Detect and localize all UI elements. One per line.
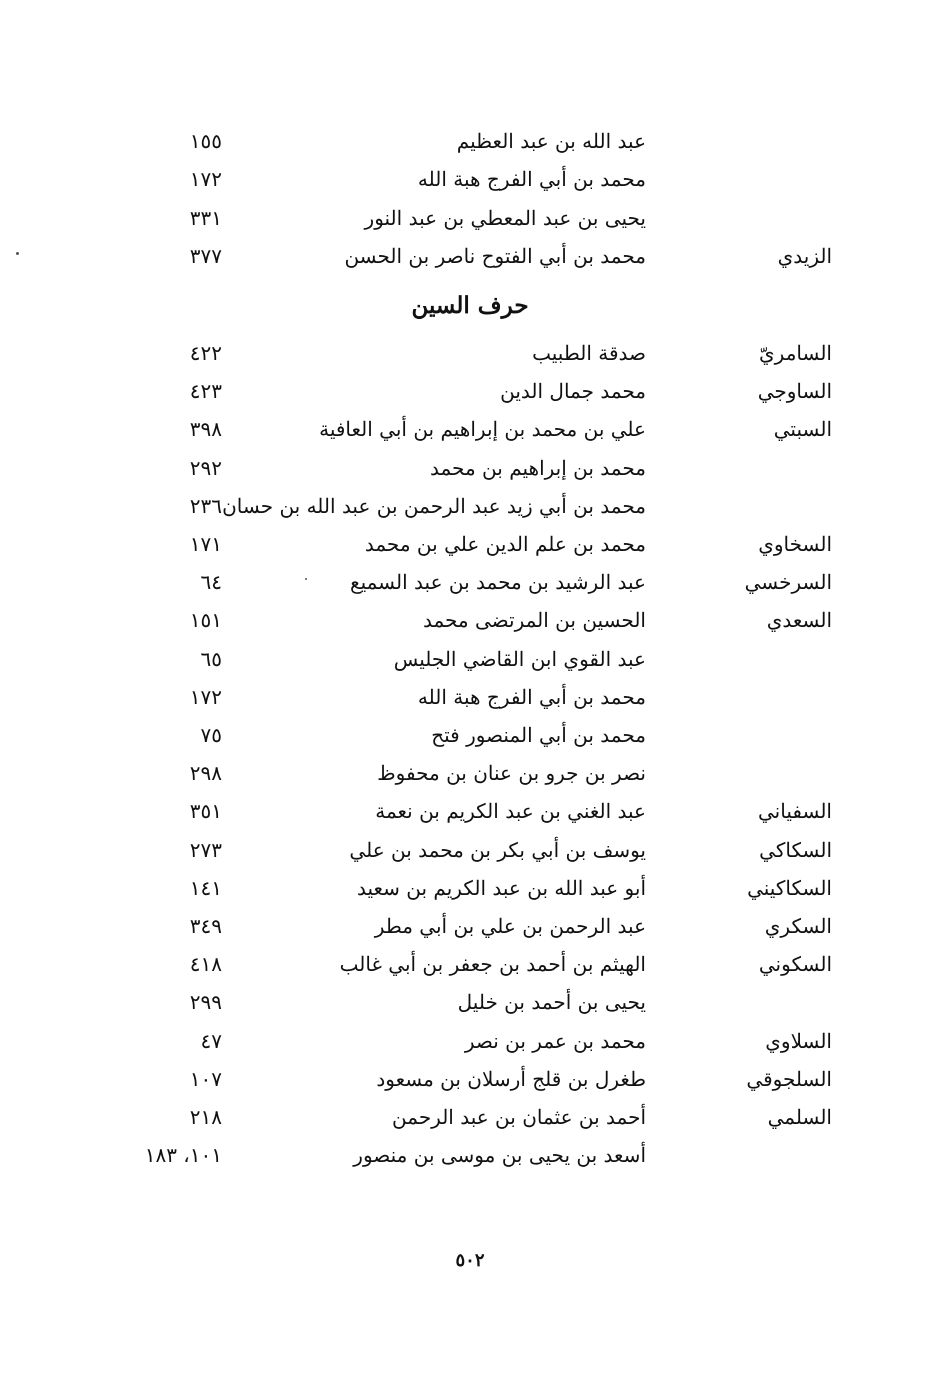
index-entry	[0, 985, 940, 1019]
entry-pages: ٣٧٧	[189, 243, 222, 268]
entry-name: محمد بن عمر بن نصر	[464, 1028, 646, 1053]
entry-pages: ٣٤٩	[189, 914, 222, 938]
index-entry	[0, 756, 940, 790]
scan-speck	[305, 578, 307, 580]
index-entry	[0, 489, 940, 523]
entry-surname: الزيدي	[777, 243, 832, 268]
entry-name: محمد بن أبي الفرج هبة الله	[417, 167, 646, 192]
entry-pages: ٤٢٣	[189, 379, 222, 404]
index-entry	[0, 642, 940, 676]
entry-name: محمد بن علم الدين علي بن محمد	[364, 532, 646, 556]
index-entry	[0, 680, 940, 714]
page-number: ٥٠٢	[455, 1250, 485, 1271]
index-entry	[0, 412, 940, 446]
index-entry	[0, 162, 940, 196]
index-entry	[0, 833, 940, 867]
index-entry	[0, 1062, 940, 1096]
index-entry	[0, 374, 940, 408]
entry-pages: ٤٧	[200, 1028, 222, 1053]
index-entry	[0, 124, 940, 158]
index-entry	[0, 451, 940, 485]
entry-name: أسعد بن يحيى بن موسى بن منصور	[353, 1143, 646, 1168]
entry-name: محمد بن أبي زيد عبد الرحمن بن عبد الله بن حسان	[222, 493, 646, 518]
entry-pages: ١٠١، ١٨٣	[144, 1143, 222, 1168]
index-entry	[0, 871, 940, 905]
entry-pages: ٢٩٩	[189, 990, 222, 1015]
entry-surname: الساوجي	[757, 379, 832, 404]
entry-pages: ١٧١	[189, 532, 222, 556]
section-heading: حرف السين	[411, 292, 529, 319]
entry-name: أحمد بن عثمان بن عبد الرحمن	[392, 1105, 646, 1129]
entry-name: صدقة الطبيب	[532, 341, 646, 365]
index-entry	[0, 527, 940, 561]
index-entry	[0, 947, 940, 981]
entry-pages: ٣٥١	[189, 799, 222, 824]
entry-pages: ١٧٢	[189, 167, 222, 192]
entry-name: محمد بن إبراهيم بن محمد	[430, 455, 646, 480]
entry-name: يوسف بن أبي بكر بن محمد بن علي	[349, 837, 646, 862]
entry-pages: ٢٩٨	[189, 761, 222, 786]
entry-pages: ٦٤	[200, 570, 222, 595]
entry-name: يحيى بن أحمد بن خليل	[457, 990, 646, 1015]
entry-pages: ٣٣١	[189, 205, 222, 230]
entry-name: محمد بن أبي الفرج هبة الله	[417, 684, 646, 709]
entry-name: محمد بن أبي المنصور فتح	[431, 723, 646, 747]
entry-surname: السعدي	[766, 608, 832, 633]
index-entry	[0, 1138, 940, 1172]
index-entry	[0, 1024, 940, 1058]
entry-pages: ٢١٨	[189, 1105, 222, 1129]
entry-pages: ٧٥	[200, 723, 222, 747]
entry-name: عبد الرحمن بن علي بن أبي مطر	[374, 914, 646, 938]
index-entry	[0, 718, 940, 752]
entry-pages: ١٥٥	[189, 129, 222, 153]
entry-surname: السكاكي	[759, 837, 832, 862]
index-entry	[0, 336, 940, 370]
entry-name: أبو عبد الله بن عبد الكريم بن سعيد	[356, 875, 646, 900]
entry-surname: السبتي	[773, 417, 832, 442]
index-entry	[0, 1100, 940, 1134]
entry-surname: السلمي	[767, 1105, 832, 1129]
scan-speck	[16, 252, 19, 255]
entry-name: عبد القوي ابن القاضي الجليس	[393, 646, 646, 671]
entry-pages: ١٥١	[189, 608, 222, 633]
entry-pages: ٦٥	[200, 646, 222, 671]
entry-surname: السكوني	[758, 952, 832, 977]
entry-name: يحيى بن عبد المعطي بن عبد النور	[364, 205, 646, 230]
entry-pages: ٢٣٦	[189, 493, 222, 518]
entry-pages: ٣٩٨	[189, 417, 222, 442]
entry-pages: ١٧٢	[189, 684, 222, 709]
entry-surname: السفياني	[758, 799, 832, 824]
entry-surname: السلجوقي	[746, 1066, 832, 1091]
entry-surname: السلاوي	[765, 1028, 832, 1053]
index-entry	[0, 565, 940, 599]
index-entry	[0, 794, 940, 828]
entry-pages: ٢٧٣	[189, 837, 222, 862]
entry-name: الحسين بن المرتضى محمد	[422, 608, 646, 633]
entry-name: عبد الرشيد بن محمد بن عبد السميع	[349, 570, 646, 595]
entry-name: نصر بن جرو بن عنان بن محفوظ	[377, 761, 646, 786]
index-entry	[0, 603, 940, 637]
entry-name: طغرل بن قلج أرسلان بن مسعود	[376, 1066, 646, 1091]
entry-pages: ١٠٧	[189, 1066, 222, 1091]
entry-surname: السامريّ	[759, 341, 832, 365]
entry-pages: ٤٢٢	[189, 341, 222, 365]
entry-pages: ٤١٨	[189, 952, 222, 977]
entry-surname: السرخسي	[744, 570, 832, 595]
entry-name: علي بن محمد بن إبراهيم بن أبي العافية	[319, 417, 646, 442]
entry-surname: السكري	[764, 914, 832, 938]
entry-name: عبد الله بن عبد العظيم	[456, 129, 646, 153]
index-entry	[0, 239, 940, 273]
entry-name: الهيثم بن أحمد بن جعفر بن أبي غالب	[339, 952, 646, 977]
entry-surname: السكاكيني	[747, 875, 832, 900]
entry-name: عبد الغني بن عبد الكريم بن نعمة	[375, 799, 646, 824]
entry-name: محمد جمال الدين	[500, 379, 646, 404]
entry-pages: ١٤١	[189, 875, 222, 900]
entry-surname: السخاوي	[758, 532, 832, 556]
entry-pages: ٢٩٢	[189, 455, 222, 480]
index-entry	[0, 201, 940, 235]
index-entry	[0, 909, 940, 943]
entry-name: محمد بن أبي الفتوح ناصر بن الحسن	[344, 243, 646, 268]
